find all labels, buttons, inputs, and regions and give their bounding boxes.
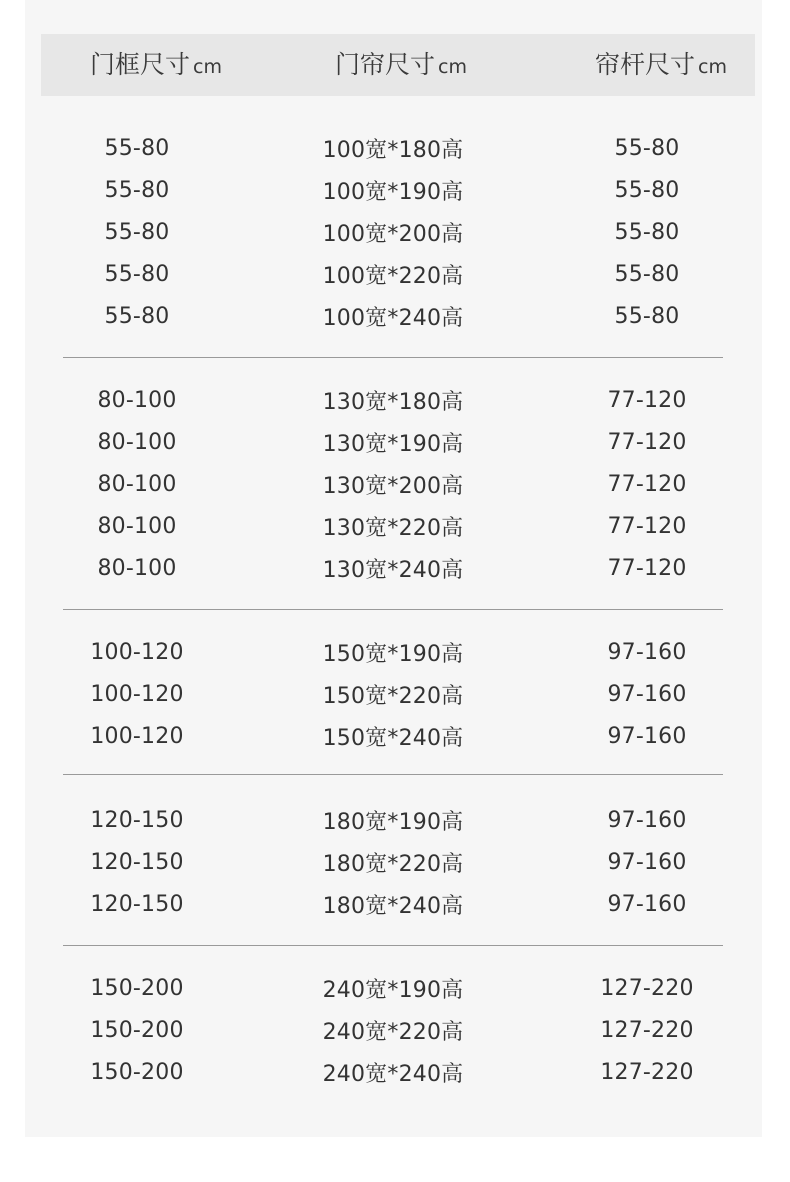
rod-size-cell: 97-160 (607, 682, 687, 707)
curtain-size-cell: 180宽*240高 (322, 894, 464, 919)
curtain-size-cell: 130宽*220高 (322, 516, 464, 541)
rod-size-cell: 55-80 (614, 262, 680, 287)
rod-size-cell: 77-120 (607, 388, 687, 413)
frame-size-cell: 80-100 (97, 388, 177, 413)
header-curtain-label: 门帘尺寸 (335, 50, 436, 79)
rod-size-cell: 77-120 (607, 430, 687, 455)
header-rod-unit: cm (698, 56, 727, 78)
header-rod-size (561, 34, 761, 96)
curtain-size-cell: 100宽*240高 (322, 306, 464, 331)
header-door-frame-size (61, 34, 251, 96)
header-curtain-unit: cm (438, 56, 467, 78)
frame-size-cell: 80-100 (97, 514, 177, 539)
rod-size-cell: 127-220 (600, 1018, 694, 1043)
rod-size-cell: 127-220 (600, 976, 694, 1001)
curtain-size-cell: 130宽*240高 (322, 558, 464, 583)
rod-size-cell: 55-80 (614, 178, 680, 203)
curtain-size-cell: 150宽*240高 (322, 726, 464, 751)
table-header (41, 34, 755, 96)
curtain-size-cell: 100宽*220高 (322, 264, 464, 289)
curtain-size-cell: 100宽*180高 (322, 138, 464, 163)
curtain-size-cell: 150宽*190高 (322, 642, 464, 667)
curtain-size-cell: 180宽*220高 (322, 852, 464, 877)
rod-size-cell: 55-80 (614, 220, 680, 245)
frame-size-cell: 150-200 (90, 1060, 184, 1085)
rod-size-cell: 97-160 (607, 724, 687, 749)
group-divider (63, 357, 723, 358)
frame-size-cell: 55-80 (104, 220, 170, 245)
frame-size-cell: 55-80 (104, 136, 170, 161)
header-door-frame-unit: cm (193, 56, 222, 78)
rod-size-cell: 97-160 (607, 850, 687, 875)
frame-size-cell: 80-100 (97, 472, 177, 497)
rod-size-cell: 77-120 (607, 514, 687, 539)
frame-size-cell: 100-120 (90, 682, 184, 707)
rod-size-cell: 127-220 (600, 1060, 694, 1085)
frame-size-cell: 80-100 (97, 430, 177, 455)
rod-size-cell: 55-80 (614, 136, 680, 161)
curtain-size-cell: 150宽*220高 (322, 684, 464, 709)
frame-size-cell: 100-120 (90, 640, 184, 665)
frame-size-cell: 55-80 (104, 262, 170, 287)
curtain-size-cell: 240宽*220高 (322, 1020, 464, 1045)
rod-size-cell: 97-160 (607, 808, 687, 833)
frame-size-cell: 120-150 (90, 808, 184, 833)
header-curtain-size (301, 34, 501, 96)
curtain-size-cell: 240宽*240高 (322, 1062, 464, 1087)
curtain-size-cell: 100宽*190高 (322, 180, 464, 205)
rod-size-cell: 77-120 (607, 556, 687, 581)
frame-size-cell: 150-200 (90, 1018, 184, 1043)
frame-size-cell: 120-150 (90, 850, 184, 875)
frame-size-cell: 150-200 (90, 976, 184, 1001)
rod-size-cell: 77-120 (607, 472, 687, 497)
header-door-frame-label: 门框尺寸 (90, 50, 191, 79)
curtain-size-cell: 180宽*190高 (322, 810, 464, 835)
frame-size-cell: 80-100 (97, 556, 177, 581)
curtain-size-cell: 100宽*200高 (322, 222, 464, 247)
frame-size-cell: 120-150 (90, 892, 184, 917)
curtain-size-cell: 130宽*190高 (322, 432, 464, 457)
rod-size-cell: 97-160 (607, 892, 687, 917)
rod-size-cell: 55-80 (614, 304, 680, 329)
frame-size-cell: 55-80 (104, 304, 170, 329)
curtain-size-cell: 240宽*190高 (322, 978, 464, 1003)
curtain-size-cell: 130宽*180高 (322, 390, 464, 415)
group-divider (63, 609, 723, 610)
frame-size-cell: 100-120 (90, 724, 184, 749)
rod-size-cell: 97-160 (607, 640, 687, 665)
group-divider (63, 945, 723, 946)
group-divider (63, 774, 723, 775)
curtain-size-cell: 130宽*200高 (322, 474, 464, 499)
frame-size-cell: 55-80 (104, 178, 170, 203)
header-rod-label: 帘杆尺寸 (595, 50, 696, 79)
